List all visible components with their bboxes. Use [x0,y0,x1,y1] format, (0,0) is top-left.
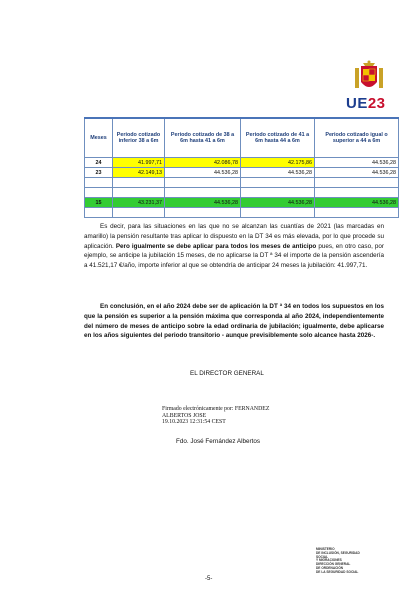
p1-text-a: Es decir, para las situaciones en las que no se alcanzan las cuantías de 2021 (las marcadas en amarillo) la pensión resultante tras aplicar lo dispuesto en la DT 34 es más elevada, por lo que procede su aplicación. [84,223,384,250]
signature-line: 19.10.2023 12:31:54 CEST [162,419,226,426]
cell: 44.536,28 [165,168,241,178]
signatory-name: Fdo. José Fernández Albertos [176,438,261,445]
director-title: EL DIRECTOR GENERAL [190,370,264,377]
table-row [85,168,399,178]
table-row-empty [85,188,399,198]
cell: 44.536,28 [315,198,399,208]
row-mes: 23 [85,168,113,178]
ue23-logo [346,95,386,112]
seal-line: DE LA SEGURIDAD SOCIAL [316,569,359,574]
row-mes: 15 [85,198,113,208]
seal-line: DE ORDENACIÓN [316,565,344,570]
p1-text-c: pues, en otro caso, por ejemplo, se anticipe la jubilación 15 meses, de no aplicarse la DT ª 34 el importe de la pensión ascendería a 41.521,17 €/año, importe inferior al que se obtendría de anticipar 24 meses la jubilación: 41.997,71. [84,242,384,270]
p2-text: En conclusión, en el año 2024 debe ser de aplicación la DT ª 34 en todos los supuestos en los que la pensión es superior a la pensión máxima que corresponda al año 2024, independientemente del número de meses de anticipo sobre la edad ordinaria de jubilación; igualmente, debe aplicarse en los años siguientes del periodo transitorio - aunque previsiblemente solo alcance hasta 2026-. [84,303,384,340]
cell: 42.149,13 [113,168,165,178]
table-row [85,198,399,208]
signature-line: ALBERTOS JOSE [162,412,207,419]
table-row-empty [85,178,399,188]
cell: 44.536,28 [315,158,399,168]
pension-table [84,117,399,218]
table-row [85,158,399,168]
seal-line: DIRECCIÓN GENERAL [316,562,351,567]
header-col3: Periodo cotizado de 41 a 6m hasta 44 a 6m [241,118,315,158]
header-col4: Periodo cotizado igual o superior a 44 a 6m [315,118,399,158]
page-number: -5- [205,576,213,582]
header-col2: Periodo cotizado de 38 a 6m hasta 41 a 6m [165,118,241,158]
row-mes: 24 [85,158,113,168]
header-meses: Meses [85,118,113,158]
electronic-signature [162,406,269,426]
ministry-seal [316,548,372,575]
header-col1: Periodo cotizado inferior 38 a 6m [113,118,165,158]
table-row-empty [85,208,399,218]
paragraph-1 [84,222,384,271]
signature-line: Firmado electrónicamente por: FERNANDEZ [162,406,270,412]
cell: 44.536,28 [241,198,315,208]
cell: 42.086,78 [165,158,241,168]
cell: 42.175,86 [241,158,315,168]
cell: 41.997,71 [113,158,165,168]
cell: 43.231,37 [113,198,165,208]
table-header-row [85,118,399,158]
logo-part-23: 23 [367,95,386,112]
cell: 44.536,28 [241,168,315,178]
cell: 44.536,28 [315,168,399,178]
seal-line: MINISTERIO [316,547,335,551]
seal-line: DE INCLUSIÓN, SEGURIDAD SOCIAL [316,550,360,559]
cell: 44.536,28 [165,198,241,208]
logo-part-ue: UE [346,95,368,112]
coat-of-arms-icon [352,60,386,94]
p1-text-bold: Pero igualmente se debe aplicar para todos los meses de anticipo [115,242,317,250]
seal-line: Y MIGRACIONES [316,558,342,563]
paragraph-2 [84,302,384,341]
